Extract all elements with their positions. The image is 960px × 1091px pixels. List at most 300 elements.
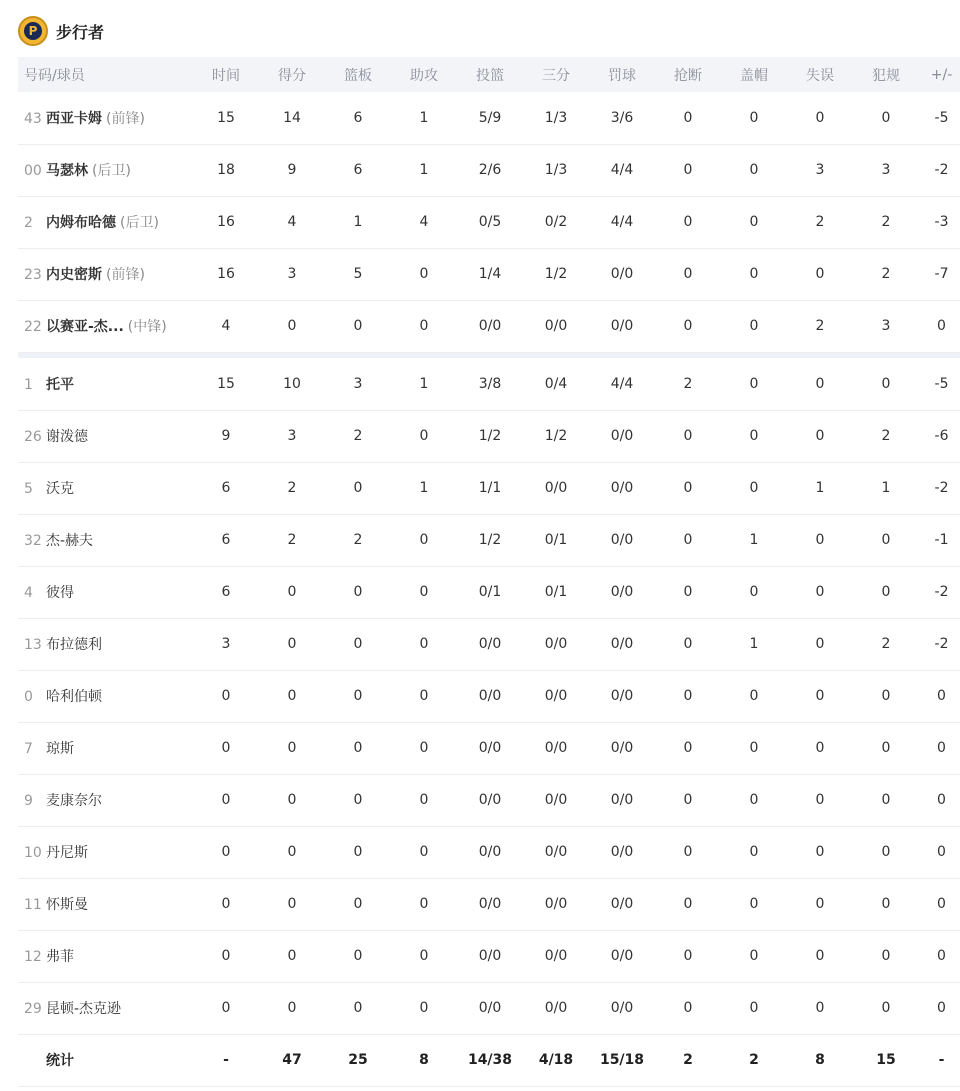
player-number: 29 (24, 1001, 42, 1017)
stat-assists: 0 (419, 266, 429, 282)
column-header-blocks: 盖帽 (740, 67, 768, 84)
stat-three-pt: 0/0 (544, 1000, 568, 1016)
stat-fouls: 0 (881, 375, 891, 392)
player-number: 32 (24, 533, 42, 549)
player-number: 26 (24, 429, 42, 445)
player-number: 10 (24, 845, 42, 861)
player-position: (后卫) (120, 215, 159, 231)
stat-assists: 1 (419, 162, 429, 178)
stat-three-pt: 0/0 (544, 688, 568, 704)
stat-steals: 0 (683, 584, 693, 600)
stat-time: 0 (221, 1000, 231, 1016)
stat-turnovers: 0 (815, 688, 825, 704)
stat-blocks: 0 (749, 480, 759, 496)
stat-plus-minus: 0 (937, 318, 946, 334)
stat-three-pt: 0/0 (544, 740, 568, 756)
stat-ft: 0/0 (610, 584, 634, 600)
player-name[interactable]: 托平 (46, 376, 74, 393)
stat-steals: 0 (683, 318, 693, 334)
stat-steals: 0 (683, 792, 693, 808)
player-name[interactable]: 马瑟林 (46, 163, 88, 179)
stat-assists: 0 (419, 584, 429, 600)
stat-time: 0 (221, 948, 231, 964)
player-name[interactable]: 内姆布哈德 (46, 215, 116, 231)
stat-assists: 0 (419, 318, 429, 334)
stat-points: 0 (287, 636, 297, 652)
player-name[interactable]: 谢泼德 (46, 429, 88, 445)
stat-assists: 0 (419, 792, 429, 808)
player-row (18, 300, 960, 352)
stat-time: 9 (221, 428, 231, 444)
player-cell (18, 410, 193, 462)
stat-turnovers: 0 (815, 896, 825, 912)
stat-rebounds: 0 (353, 792, 363, 808)
stat-time: 0 (221, 844, 231, 860)
player-position: (前锋) (106, 110, 145, 127)
stat-fouls: 2 (881, 636, 891, 652)
stat-fouls: 0 (881, 1000, 891, 1016)
stat-time: 16 (217, 266, 235, 282)
stat-assists: 0 (419, 428, 429, 444)
table-header-row (18, 57, 960, 92)
stat-fg: 1/2 (478, 532, 502, 548)
stat-plus-minus: -6 (934, 428, 949, 444)
total-blocks: 2 (749, 1052, 759, 1068)
column-header-points: 得分 (278, 67, 306, 84)
stat-turnovers: 0 (815, 636, 825, 652)
player-row (18, 878, 960, 930)
stat-points: 0 (287, 896, 297, 912)
stat-blocks: 0 (749, 844, 759, 860)
player-cell (18, 358, 193, 410)
stat-time: 4 (221, 318, 231, 334)
stat-points: 0 (287, 584, 297, 600)
stat-plus-minus: 0 (937, 948, 946, 964)
stat-fouls: 2 (881, 266, 891, 282)
stat-three-pt: 0/1 (544, 584, 568, 600)
stat-rebounds: 0 (353, 584, 363, 600)
player-row (18, 462, 960, 514)
box-score-table (18, 57, 960, 1087)
stat-points: 0 (287, 1000, 297, 1016)
stat-points: 14 (283, 109, 301, 126)
player-name[interactable]: 杰-赫夫 (46, 533, 94, 549)
stat-fg: 0/0 (478, 1000, 502, 1016)
stat-ft: 0/0 (610, 428, 634, 444)
player-cell (18, 930, 193, 982)
player-row (18, 514, 960, 566)
stat-plus-minus: -3 (934, 214, 949, 230)
column-header-assists: 助攻 (410, 67, 438, 84)
column-header-fouls: 犯规 (872, 67, 900, 84)
player-row (18, 774, 960, 826)
stat-turnovers: 0 (815, 532, 825, 548)
stat-rebounds: 5 (353, 266, 363, 282)
stat-points: 3 (287, 428, 297, 444)
stat-plus-minus: -2 (934, 636, 949, 652)
player-number: 23 (24, 267, 42, 283)
stat-fouls: 1 (881, 480, 891, 496)
player-cell (18, 92, 193, 144)
total-plus-minus: - (938, 1052, 945, 1068)
stat-assists: 0 (419, 1000, 429, 1016)
player-name[interactable]: 彼得 (46, 585, 74, 601)
stat-fouls: 0 (881, 688, 891, 704)
player-position: (前锋) (106, 267, 145, 283)
stat-rebounds: 0 (353, 1000, 363, 1016)
stat-plus-minus: 0 (937, 1000, 946, 1016)
stat-blocks: 0 (749, 162, 759, 178)
stat-fouls: 0 (881, 792, 891, 808)
column-header-plus-minus: +/- (930, 66, 953, 83)
player-number: 9 (24, 793, 33, 809)
player-number: 5 (24, 481, 33, 497)
stat-steals: 0 (683, 214, 693, 230)
stat-steals: 0 (683, 162, 693, 178)
stat-ft: 4/4 (610, 214, 634, 230)
stat-ft: 0/0 (610, 688, 634, 704)
stat-three-pt: 0/0 (544, 948, 568, 964)
stat-rebounds: 1 (353, 214, 363, 230)
stat-time: 0 (221, 740, 231, 756)
stat-plus-minus: -2 (934, 162, 949, 178)
player-row (18, 144, 960, 196)
player-number: 22 (24, 319, 42, 335)
stat-blocks: 0 (749, 1000, 759, 1016)
stat-blocks: 0 (749, 428, 759, 444)
stat-points: 0 (287, 318, 297, 334)
stat-steals: 0 (683, 844, 693, 860)
stat-assists: 0 (419, 532, 429, 548)
player-cell (18, 196, 193, 248)
column-header-steals: 抢断 (674, 67, 702, 84)
stat-fouls: 0 (881, 844, 891, 860)
stat-assists: 1 (419, 109, 429, 126)
stat-plus-minus: -2 (934, 584, 949, 600)
total-steals: 2 (683, 1052, 693, 1068)
stat-fouls: 0 (881, 584, 891, 600)
team-logo-letter: P (24, 22, 42, 40)
player-number: 00 (24, 163, 42, 179)
player-name[interactable]: 琼斯 (46, 741, 74, 757)
stat-rebounds: 0 (353, 740, 363, 756)
totals-label (18, 1034, 193, 1086)
stat-three-pt: 1/3 (544, 109, 568, 126)
stat-rebounds: 0 (353, 896, 363, 912)
stat-turnovers: 0 (815, 948, 825, 964)
stat-rebounds: 0 (353, 948, 363, 964)
stat-blocks: 0 (749, 214, 759, 230)
stat-turnovers: 2 (815, 214, 825, 230)
stat-rebounds: 0 (353, 318, 363, 334)
stat-blocks: 0 (749, 740, 759, 756)
stat-fg: 5/9 (478, 109, 502, 126)
stat-fouls: 2 (881, 214, 891, 230)
stat-fg: 1/1 (478, 480, 502, 496)
total-fouls: 15 (876, 1052, 896, 1068)
stat-assists: 0 (419, 688, 429, 704)
stat-ft: 4/4 (610, 162, 634, 178)
stat-fg: 0/0 (478, 740, 502, 756)
stat-assists: 1 (419, 480, 429, 496)
column-header-time: 时间 (212, 67, 240, 84)
stat-three-pt: 1/2 (544, 428, 568, 444)
stat-fg: 0/0 (478, 792, 502, 808)
stat-rebounds: 2 (353, 428, 363, 444)
stat-plus-minus: -5 (934, 375, 949, 392)
total-fg: 14/38 (467, 1052, 513, 1068)
stat-blocks: 1 (749, 532, 759, 548)
stat-assists: 0 (419, 636, 429, 652)
player-cell (18, 462, 193, 514)
stat-fg: 1/2 (478, 428, 502, 444)
player-cell (18, 566, 193, 618)
column-header-player: 号码/球员 (24, 67, 85, 84)
stat-ft: 0/0 (610, 948, 634, 964)
stat-points: 2 (287, 480, 297, 496)
stat-rebounds: 0 (353, 480, 363, 496)
player-cell (18, 144, 193, 196)
stat-ft: 0/0 (610, 896, 634, 912)
stat-rebounds: 6 (353, 162, 363, 178)
stat-rebounds: 0 (353, 636, 363, 652)
player-name[interactable]: 丹尼斯 (46, 845, 88, 861)
stat-assists: 0 (419, 740, 429, 756)
player-row (18, 670, 960, 722)
stat-turnovers: 0 (815, 792, 825, 808)
stat-ft: 0/0 (610, 480, 634, 496)
stat-rebounds: 0 (353, 688, 363, 704)
stat-assists: 4 (419, 214, 429, 230)
stat-three-pt: 0/0 (544, 636, 568, 652)
player-number: 7 (24, 741, 33, 757)
player-name[interactable]: 弗菲 (46, 949, 74, 965)
stat-steals: 2 (683, 375, 693, 392)
stat-fg: 2/6 (478, 162, 502, 178)
player-row (18, 248, 960, 300)
player-number: 43 (24, 110, 42, 127)
player-number: 12 (24, 949, 42, 965)
player-cell (18, 722, 193, 774)
stat-three-pt: 0/0 (544, 792, 568, 808)
total-points: 47 (282, 1052, 302, 1068)
player-row (18, 930, 960, 982)
total-rebounds: 25 (348, 1052, 368, 1068)
stat-fg: 0/0 (478, 896, 502, 912)
player-name[interactable]: 麦康奈尔 (46, 793, 102, 809)
stat-plus-minus: -5 (934, 109, 949, 126)
stat-points: 0 (287, 688, 297, 704)
stat-turnovers: 3 (815, 162, 825, 178)
stat-blocks: 0 (749, 792, 759, 808)
stat-time: 16 (217, 214, 235, 230)
totals-label-text: 统计 (46, 1053, 74, 1069)
column-header-three-pt: 三分 (542, 67, 570, 84)
stat-blocks: 0 (749, 318, 759, 334)
stat-blocks: 0 (749, 948, 759, 964)
stat-time: 3 (221, 636, 231, 652)
stat-rebounds: 6 (353, 109, 363, 126)
stat-assists: 0 (419, 896, 429, 912)
column-header-turnovers: 失误 (806, 67, 834, 84)
stat-time: 15 (217, 375, 235, 392)
stat-three-pt: 1/2 (544, 266, 568, 282)
team-logo-icon (18, 16, 48, 46)
player-row (18, 722, 960, 774)
player-position: (中锋) (127, 319, 167, 335)
player-cell (18, 826, 193, 878)
stat-points: 9 (287, 162, 297, 178)
column-header-rebounds: 篮板 (344, 67, 372, 84)
stat-blocks: 0 (749, 266, 759, 282)
player-row (18, 92, 960, 144)
stat-steals: 0 (683, 740, 693, 756)
total-time: - (223, 1052, 229, 1068)
stat-steals: 0 (683, 1000, 693, 1016)
player-cell (18, 248, 193, 300)
stat-fouls: 0 (881, 896, 891, 912)
player-number: 1 (24, 376, 33, 393)
stat-blocks: 0 (749, 375, 759, 392)
stat-points: 0 (287, 948, 297, 964)
player-cell (18, 514, 193, 566)
stat-ft: 4/4 (610, 375, 634, 392)
stat-fouls: 0 (881, 532, 891, 548)
stat-fg: 0/0 (478, 844, 502, 860)
stat-ft: 0/0 (610, 740, 634, 756)
stat-fouls: 2 (881, 428, 891, 444)
stat-fg: 0/5 (478, 214, 502, 230)
player-cell (18, 774, 193, 826)
total-ft: 15/18 (599, 1052, 645, 1068)
column-header-ft: 罚球 (608, 67, 636, 84)
stat-fg: 0/0 (478, 636, 502, 652)
stat-points: 2 (287, 532, 297, 548)
stat-turnovers: 0 (815, 584, 825, 600)
stat-plus-minus: 0 (937, 740, 946, 756)
stat-plus-minus: 0 (937, 844, 946, 860)
stat-steals: 0 (683, 948, 693, 964)
stat-points: 0 (287, 792, 297, 808)
player-cell (18, 982, 193, 1034)
player-name[interactable]: 西亚卡姆 (46, 110, 102, 127)
total-assists: 8 (419, 1052, 429, 1068)
stat-assists: 0 (419, 844, 429, 860)
stat-points: 4 (287, 214, 297, 230)
team-name: 步行者 (56, 22, 105, 42)
stat-points: 3 (287, 266, 297, 282)
player-name[interactable]: 沃克 (46, 481, 74, 497)
player-cell (18, 670, 193, 722)
stat-time: 0 (221, 792, 231, 808)
stat-three-pt: 0/0 (544, 844, 568, 860)
stat-fouls: 0 (881, 740, 891, 756)
player-row (18, 826, 960, 878)
stat-fg: 0/0 (478, 948, 502, 964)
stat-time: 15 (217, 109, 235, 126)
team-header (18, 14, 104, 48)
stat-time: 6 (221, 584, 231, 600)
stat-plus-minus: -7 (934, 266, 949, 282)
stat-fg: 0/1 (478, 584, 502, 600)
stat-fouls: 0 (881, 109, 891, 126)
stat-turnovers: 1 (815, 480, 825, 496)
stat-turnovers: 0 (815, 266, 825, 282)
stat-ft: 0/0 (610, 318, 634, 334)
stat-three-pt: 0/1 (544, 532, 568, 548)
stat-plus-minus: -2 (934, 480, 949, 496)
stat-blocks: 0 (749, 688, 759, 704)
player-position: (后卫) (92, 163, 131, 179)
stat-time: 6 (221, 532, 231, 548)
player-row (18, 410, 960, 462)
player-number: 0 (24, 689, 33, 705)
stat-plus-minus: -1 (934, 532, 949, 548)
stat-plus-minus: 0 (937, 688, 946, 704)
player-number: 2 (24, 215, 33, 231)
stat-three-pt: 0/4 (544, 375, 568, 392)
stat-turnovers: 2 (815, 318, 825, 334)
total-turnovers: 8 (815, 1052, 825, 1068)
stat-steals: 0 (683, 480, 693, 496)
player-number: 13 (24, 637, 42, 653)
stat-plus-minus: 0 (937, 792, 946, 808)
stat-steals: 0 (683, 266, 693, 282)
stat-assists: 1 (419, 375, 429, 392)
stat-fg: 1/4 (478, 266, 502, 282)
player-row (18, 566, 960, 618)
stat-blocks: 0 (749, 584, 759, 600)
player-row (18, 358, 960, 410)
table-body (18, 92, 960, 1086)
stat-turnovers: 0 (815, 375, 825, 392)
stat-steals: 0 (683, 428, 693, 444)
stat-turnovers: 0 (815, 740, 825, 756)
player-name[interactable]: 昆顿-杰克逊 (46, 1001, 122, 1017)
player-number: 11 (24, 897, 42, 913)
stat-fouls: 3 (881, 318, 891, 334)
stat-fg: 3/8 (478, 375, 502, 392)
stat-fg: 0/0 (478, 318, 502, 334)
totals-row (18, 1034, 960, 1086)
stat-ft: 0/0 (610, 844, 634, 860)
stat-steals: 0 (683, 636, 693, 652)
player-number: 4 (24, 585, 33, 601)
player-name[interactable]: 怀斯曼 (46, 897, 88, 913)
stat-three-pt: 0/2 (544, 214, 568, 230)
player-name[interactable]: 以赛亚-杰... (46, 319, 124, 335)
stat-ft: 3/6 (610, 109, 634, 126)
stat-ft: 0/0 (610, 792, 634, 808)
stat-plus-minus: 0 (937, 896, 946, 912)
stat-time: 6 (221, 480, 231, 496)
stat-rebounds: 3 (353, 375, 363, 392)
stat-blocks: 0 (749, 109, 759, 126)
stat-turnovers: 0 (815, 844, 825, 860)
player-name[interactable]: 内史密斯 (46, 267, 102, 283)
stat-blocks: 1 (749, 636, 759, 652)
stat-three-pt: 0/0 (544, 896, 568, 912)
stat-steals: 0 (683, 896, 693, 912)
stat-turnovers: 0 (815, 428, 825, 444)
stat-ft: 0/0 (610, 1000, 634, 1016)
stat-three-pt: 1/3 (544, 162, 568, 178)
player-row (18, 618, 960, 670)
stat-fg: 0/0 (478, 688, 502, 704)
player-name[interactable]: 布拉德利 (46, 637, 102, 653)
player-name[interactable]: 哈利伯顿 (46, 689, 102, 705)
stat-blocks: 0 (749, 896, 759, 912)
